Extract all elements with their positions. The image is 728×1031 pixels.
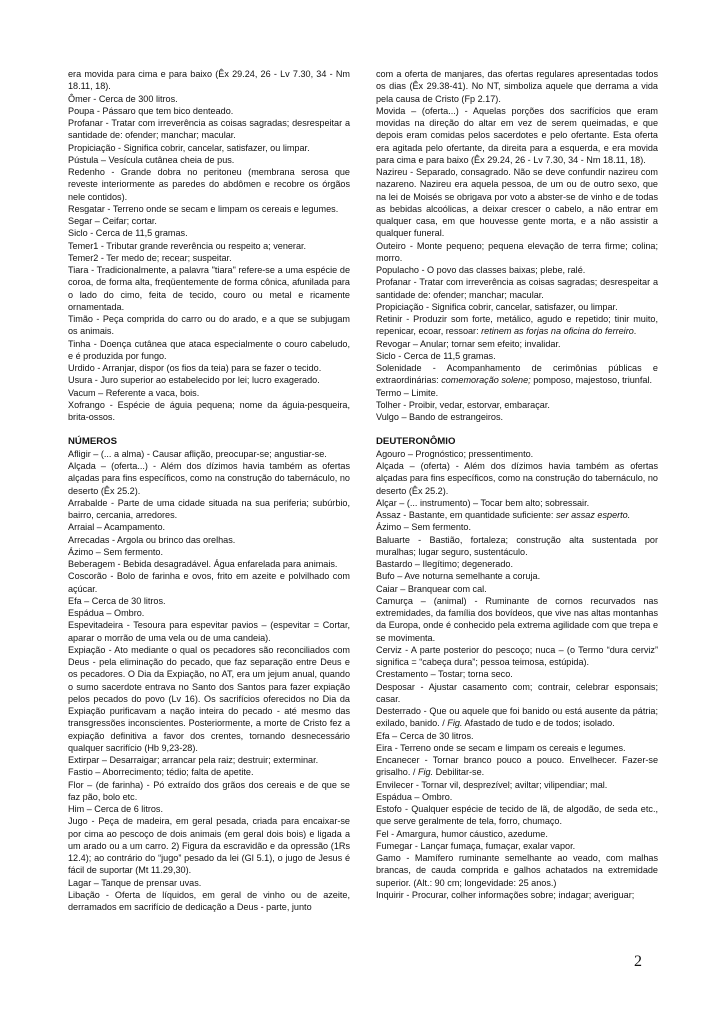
glossary-entry: Movida – (oferta...) - Aquelas porções dos sacrifícios que eram movidas na direção do altar em vez de serem queimadas, e que depois eram comidas pelos sacerdotes e pelo ofertante. Esta oferta era agitada pelo ofertante, da direita para a esquerda, e era movida para cima e para baixo (Êx 29.24, 26 - Lv 7.30, 34 - Nm 18.11, 18). (376, 105, 658, 165)
glossary-entry (376, 754, 658, 779)
glossary-entry: Beberagem - Bebida desagradável. Água enfarelada para animais. (68, 559, 338, 569)
glossary-entry: Revogar – Anular; tornar sem efeito; invalidar. (376, 338, 561, 349)
glossary-entry: Him – Cerca de 6 litros. (68, 804, 164, 814)
glossary-entry: Jugo - Peça de madeira, em geral pesada, criada para encaixar-se por cima ao pescoço de dois animais (em geral dois bois) e ligada a um arado ou a um carro. 2) Figura da escravidão e da opressão (1Rs 12.4); ao contrário do “jugo” pesado da lei (Gl 5.1), o jugo de Jesus é fácil de suportar (Mt 11.29,30). (68, 816, 350, 876)
deuteronomio-entries (376, 730, 658, 755)
glossary-entry: Poupa - Pássaro que tem bico denteado. (68, 105, 234, 116)
glossary-entry: Pústula – Vesícula cutânea cheia de pus. (68, 154, 235, 165)
glossary-entry: Nazireu - Separado, consagrado. Não se deve confundir nazireu com nazareno. Nazireu era aquela pessoa, de um ou de outro sexo, que na lei de Moisés se obrigava por voto a abster-se de vinho e de todas as bebidas alcoólicas, a deixar crescer o cabelo, a não entrar em qualquer casa, em que houvesse gente morta, e a não assistir a qualquer funeral. (376, 167, 658, 239)
glossary-entry: Populacho - O povo das classes baixas; plebe, ralé. (376, 265, 586, 275)
glossary-entry (376, 509, 658, 521)
glossary-entry: Gamo - Mamífero ruminante semelhante ao veado, com malhas brancas, de cauda comprida e galhos achatados na extremidade superior. (Alt.: 90 cm; longevidade: 25 anos.) (376, 853, 658, 888)
glossary-entry: Temer2 - Ter medo de; recear; suspeitar. (68, 252, 232, 263)
glossary-entry: Agouro – Prognóstico; pressentimento. (376, 448, 534, 459)
glossary-entry: Fastio – Aborrecimento; tédio; falta de apetite. (68, 767, 254, 778)
glossary-entry: Lagar – Tanque de prensar uvas. (68, 877, 202, 888)
glossary-entry: Arrecadas - Argola ou brinco das orelhas. (68, 534, 236, 545)
glossary-entry: Tinha - Doença cutânea que ataca especialmente o couro cabeludo, e é produzida por fungo. (68, 338, 350, 361)
glossary-entry: Libação - Oferta de líquidos, em geral de vinho ou de azeite, derramados em sacrifício de dedicação a Deus - parte, junto (68, 889, 350, 912)
glossary-entry: Ázimo – Sem fermento. (68, 546, 164, 557)
entry-example: ser assaz esperto. (555, 510, 631, 520)
right-column (376, 68, 658, 901)
glossary-entry (376, 313, 658, 338)
glossary-entry: Alçada – (oferta...) - Além dos dízimos havia também as ofertas alçadas para fins específicos, como na construção do tabernáculo, no deserto (Êx 25.2). (68, 461, 350, 496)
glossary-entry: Outeiro - Monte pequeno; pequena elevação de terra firme; colina; morro. (376, 240, 658, 263)
entry-text: Desterrado - Que ou aquele que foi banido ou está ausente da pátria; exilado, banido. / (376, 706, 658, 729)
glossary-entry: Cerviz - A parte posterior do pescoço; nuca – (o Termo “dura cerviz” significa = “cabeça dura”; pessoa teimosa, estúpida). (376, 644, 658, 667)
glossary-entry: Arrabalde - Parte de uma cidade situada na sua periferia; subúrbio, bairro, cercania, arredores. (68, 497, 350, 520)
glossary-entry: Eira - Terreno onde se secam e limpam os cereais e legumes. (376, 742, 626, 753)
glossary-entry: Efa – Cerca de 30 litros. (68, 595, 166, 606)
entry-text: Assaz - Bastante, em quantidade suficiente: (376, 510, 556, 520)
entry-text: Solenidade - Acompanhamento de cerimônias públicas e extraordinárias: (376, 363, 658, 386)
section-heading-numeros: NÚMEROS (68, 435, 118, 447)
glossary-entry: Bufo – Ave noturna semelhante a coruja. (376, 571, 541, 582)
entry-abbrev: Fig. (447, 718, 463, 729)
glossary-entry: Coscorão - Bolo de farinha e ovos, frito em azeite e polvilhado com açúcar. (68, 571, 350, 594)
glossary-entry: Urdido - Arranjar, dispor (os fios da teia) para se fazer o tecido. (68, 363, 322, 373)
glossary-entry: Propiciação - Significa cobrir, cancelar, satisfazer, ou limpar. (68, 142, 310, 153)
glossary-entry: Temer1 - Tributar grande reverência ou respeito a; venerar. (68, 240, 307, 251)
left-column (68, 68, 350, 913)
glossary-entry: Profanar - Tratar com irreverência as coisas sagradas; desrespeitar a santidade de: ofender; manchar; macular. (376, 277, 658, 300)
right-entries (376, 68, 658, 313)
glossary-entry: Alçar – (... instrumento) – Tocar bem alto; sobressair. (376, 497, 590, 508)
deuteronomio-entries (376, 521, 658, 705)
glossary-entry: Fel - Amargura, humor cáustico, azedume. (376, 828, 548, 839)
glossary-entry: Fumegar - Lançar fumaça, fumaçar, exalar vapor. (376, 840, 576, 851)
entry-text: Retinir - Produzir som forte, metálico, agudo e repetido; tinir muito, repenicar, ecoar, ressoar: (376, 314, 658, 337)
right-entries (376, 338, 658, 363)
glossary-entry: Propiciação - Significa cobrir, cancelar, satisfazer, ou limpar. (376, 301, 618, 312)
glossary-entry: Espádua – Ombro. (376, 791, 453, 802)
glossary-entry: Afligir – (... a alma) - Causar aflição, preocupar-se; angustiar-se. (68, 448, 327, 459)
glossary-entry: com a oferta de manjares, das ofertas regulares apresentadas todos os dias (Êx 29.38-41). No NT, simboliza aquele que derrama a vida pela causa de Cristo (Fp 2.17). (376, 69, 658, 104)
entry-text: pomposo, majestoso, triunfal. (530, 375, 652, 386)
section-gap (376, 423, 658, 435)
left-entries (68, 68, 350, 423)
glossary-entry: Timão - Peça comprida do carro ou do arado, e a que se subjugam os animais. (68, 314, 350, 337)
right-entries (376, 387, 658, 424)
glossary-entry: Vacum – Referente a vaca, bois. (68, 387, 200, 398)
glossary-entry: Crestamento – Tostar; torna seco. (376, 669, 513, 680)
glossary-entry: Termo – Limite. (376, 387, 439, 398)
glossary-entry: Vulgo – Bando de estrangeiros. (376, 412, 504, 422)
glossary-entry: Resgatar - Terreno onde se secam e limpam os cereais e legumes. (68, 203, 339, 214)
page-number: 2 (634, 953, 642, 970)
glossary-entry: era movida para cima e para baixo (Êx 29.24, 26 - Lv 7.30, 34 - Nm 18.11, 18). (68, 69, 350, 92)
section-gap (68, 423, 350, 435)
glossary-entry: Espevitadeira - Tesoura para espevitar pavios – (espevitar = Cortar, aparar o morrão de uma vela ou de uma candeia). (68, 620, 350, 643)
entry-text: Debilitar-se. (433, 767, 485, 778)
glossary-entry: Expiação - Ato mediante o qual os pecadores são reconciliados com Deus - pela eliminação do pecado, que faz separação entre Deus e os pecadores. O Dia da Expiação, no AT, era um jejum anual, quando o sumo sacerdote entrava no Santo dos Santos para fazer expiação pelos pecados do povo (Lv 16). Os sacrifícios oferecidos no Dia da Expiação purificavam a nação inteira do pecado - até mesmo das transgressões inconscientes. Posteriormente, a morte de Cristo fez a expiação definitiva a favor dos crentes, tornando desnecessário qualquer sacrifício (Hb 9,23-28). (68, 644, 350, 753)
glossary-entry: Estofo - Qualquer espécie de tecido de lã, de algodão, de seda etc., que serve geralmente de tela, forro, chumaço. (376, 804, 658, 827)
glossary-entry: Baluarte - Bastião, fortaleza; construção alta sustentada por muralhas; lugar seguro, sustentáculo. (376, 534, 658, 557)
glossary-entry: Segar – Ceifar; cortar. (68, 216, 157, 226)
glossary-entry: Desposar - Ajustar casamento com; contrair, celebrar esponsais; casar. (376, 681, 658, 704)
glossary-entry: Tolher - Proibir, vedar, estorvar, embaraçar. (376, 399, 550, 410)
glossary-entry: Camurça – (animal) - Ruminante de cornos recurvados nas extremidades, da família dos bovídeos, que vive nas altas montanhas da Europa, onde é conhecido pela extrema agilidade com que trepa e se movimenta. (376, 595, 658, 643)
numeros-entries (68, 448, 350, 914)
glossary-entry: Tiara - Tradicionalmente, a palavra "tiara" refere-se a uma espécie de coroa, de forma alta, freqüentemente de forma cônica, afunilada para o lado do cimo, feita de tecido, couro ou metal e ricamente ornamentada. (68, 265, 350, 312)
entry-text: Afastado de tudo e de todos; isolado. (462, 718, 615, 729)
glossary-entry: Extirpar – Desarraigar; arrancar pela raiz; destruir; exterminar. (68, 755, 319, 765)
glossary-entry: Bastardo – Ilegítimo; degenerado. (376, 559, 514, 569)
glossary-entry: Redenho - Grande dobra no peritoneu (membrana serosa que reveste interiormente as paredes do abdômen e recobre os órgãos nele contidos). (68, 167, 350, 202)
glossary-entry: Efa – Cerca de 30 litros. (376, 730, 474, 741)
glossary-entry: Caiar – Branquear com cal. (376, 583, 487, 594)
glossary-entry: Xofrango - Espécie de águia pequena; nome da águia-pesqueira, brita-ossos. (68, 399, 350, 422)
glossary-entry: Siclo - Cerca de 11,5 gramas. (68, 228, 188, 239)
glossary-entry: Espádua – Ombro. (68, 608, 145, 618)
entry-text: . (633, 326, 637, 337)
glossary-entry: Siclo - Cerca de 11,5 gramas. (376, 350, 496, 361)
glossary-entry: Envilecer - Tornar vil, desprezível; aviltar; vilipendiar; mal. (376, 779, 608, 790)
deuteronomio-entries (376, 779, 658, 902)
glossary-entry: Flor – (de farinha) - Pó extraído dos grãos dos cereais e de que se faz pão, bolo etc. (68, 779, 350, 802)
deuteronomio-entries (376, 448, 658, 509)
glossary-entry: Alçada – (oferta) - Além dos dízimos havia também as ofertas alçadas para fins específicos, como na construção do tabernáculo, no deserto (Êx 25.2). (376, 461, 658, 496)
glossary-entry (376, 362, 658, 387)
glossary-entry: Profanar - Tratar com irreverência as coisas sagradas; desrespeitar a santidade de: ofender; manchar; macular. (68, 118, 350, 141)
entry-example: comemoração solene; (441, 375, 531, 386)
entry-text: Encanecer - Tornar branco pouco a pouco. Envelhecer. Fazer-se grisalho. / (376, 755, 658, 778)
entry-example: retinem as forjas na oficina do ferreiro (481, 326, 634, 337)
glossary-entry: Usura - Juro superior ao estabelecido por lei; lucro exagerado. (68, 375, 320, 386)
glossary-entry: Ázimo – Sem fermento. (376, 522, 472, 533)
glossary-entry (376, 705, 658, 730)
glossary-entry: Inquirir - Procurar, colher informações sobre; indagar; averiguar; (376, 889, 635, 900)
section-heading-deuteronomio: DEUTERONÔMIO (376, 435, 456, 447)
glossary-entry: Arraial – Acampamento. (68, 522, 166, 533)
glossary-entry: Ômer - Cerca de 300 litros. (68, 93, 178, 104)
entry-abbrev: Fig. (417, 767, 434, 778)
